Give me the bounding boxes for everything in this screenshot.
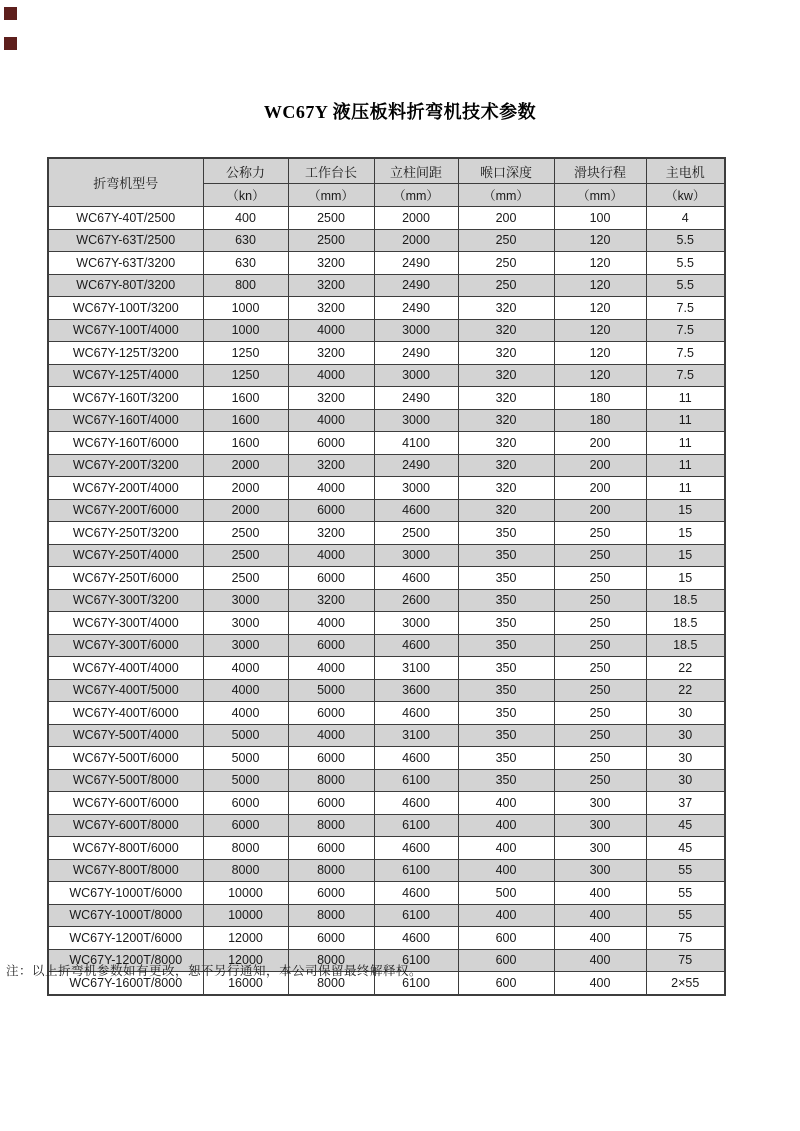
table-row: [48, 567, 725, 590]
value-cell: 6000: [288, 702, 374, 725]
value-cell: 3000: [374, 319, 458, 342]
value-cell: 120: [554, 274, 646, 297]
value-cell: 6000: [203, 792, 288, 815]
value-cell: 2600: [374, 589, 458, 612]
value-cell: 200: [554, 454, 646, 477]
value-cell: 6100: [374, 814, 458, 837]
table-row: [48, 297, 725, 320]
value-cell: 2500: [203, 544, 288, 567]
value-cell: 400: [554, 904, 646, 927]
table-row: [48, 612, 725, 635]
value-cell: 4000: [288, 544, 374, 567]
value-cell: 6000: [288, 432, 374, 455]
column-header-label: 喉口深度: [458, 158, 554, 184]
value-cell: 7.5: [646, 319, 725, 342]
model-cell: WC67Y-1200T/8000: [48, 949, 203, 972]
model-cell: WC67Y-100T/4000: [48, 319, 203, 342]
value-cell: 350: [458, 702, 554, 725]
table-row: [48, 432, 725, 455]
value-cell: 75: [646, 927, 725, 950]
value-cell: 55: [646, 904, 725, 927]
value-cell: 350: [458, 657, 554, 680]
value-cell: 350: [458, 567, 554, 590]
value-cell: 10000: [203, 882, 288, 905]
value-cell: 4000: [288, 364, 374, 387]
value-cell: 6000: [288, 837, 374, 860]
model-cell: WC67Y-160T/6000: [48, 432, 203, 455]
value-cell: 8000: [288, 859, 374, 882]
model-cell: WC67Y-400T/5000: [48, 679, 203, 702]
value-cell: 6100: [374, 769, 458, 792]
model-cell: WC67Y-800T/6000: [48, 837, 203, 860]
value-cell: 200: [458, 207, 554, 230]
value-cell: 3200: [288, 274, 374, 297]
model-cell: WC67Y-1600T/8000: [48, 972, 203, 995]
corner-mark-top: [4, 7, 17, 20]
value-cell: 4600: [374, 634, 458, 657]
value-cell: 320: [458, 297, 554, 320]
value-cell: 5.5: [646, 252, 725, 275]
value-cell: 400: [458, 837, 554, 860]
value-cell: 4000: [203, 657, 288, 680]
value-cell: 3000: [374, 544, 458, 567]
model-cell: WC67Y-400T/4000: [48, 657, 203, 680]
value-cell: 45: [646, 837, 725, 860]
value-cell: 18.5: [646, 634, 725, 657]
value-cell: 2000: [374, 229, 458, 252]
value-cell: 2500: [203, 522, 288, 545]
value-cell: 350: [458, 747, 554, 770]
model-cell: WC67Y-100T/3200: [48, 297, 203, 320]
value-cell: 3200: [288, 297, 374, 320]
value-cell: 3200: [288, 387, 374, 410]
value-cell: 1000: [203, 319, 288, 342]
value-cell: 18.5: [646, 612, 725, 635]
value-cell: 45: [646, 814, 725, 837]
table-row: [48, 589, 725, 612]
table-row: [48, 409, 725, 432]
column-header-label: 立柱间距: [374, 158, 458, 184]
value-cell: 600: [458, 949, 554, 972]
value-cell: 3600: [374, 679, 458, 702]
value-cell: 320: [458, 477, 554, 500]
value-cell: 6000: [203, 814, 288, 837]
value-cell: 1600: [203, 432, 288, 455]
value-cell: 37: [646, 792, 725, 815]
value-cell: 350: [458, 724, 554, 747]
value-cell: 5000: [288, 679, 374, 702]
model-cell: WC67Y-125T/4000: [48, 364, 203, 387]
value-cell: 250: [554, 612, 646, 635]
value-cell: 30: [646, 702, 725, 725]
value-cell: 2500: [374, 522, 458, 545]
table-row: [48, 792, 725, 815]
value-cell: 320: [458, 499, 554, 522]
value-cell: 3000: [203, 612, 288, 635]
value-cell: 200: [554, 477, 646, 500]
value-cell: 7.5: [646, 364, 725, 387]
value-cell: 2000: [203, 454, 288, 477]
value-cell: 120: [554, 319, 646, 342]
value-cell: 18.5: [646, 589, 725, 612]
value-cell: 200: [554, 499, 646, 522]
value-cell: 300: [554, 859, 646, 882]
value-cell: 250: [554, 679, 646, 702]
value-cell: 6000: [288, 882, 374, 905]
table-row: [48, 724, 725, 747]
table-row: [48, 679, 725, 702]
value-cell: 400: [458, 904, 554, 927]
value-cell: 6100: [374, 904, 458, 927]
value-cell: 55: [646, 859, 725, 882]
value-cell: 2000: [203, 499, 288, 522]
model-cell: WC67Y-600T/6000: [48, 792, 203, 815]
value-cell: 320: [458, 364, 554, 387]
value-cell: 30: [646, 724, 725, 747]
value-cell: 350: [458, 522, 554, 545]
value-cell: 2500: [288, 229, 374, 252]
table-row: [48, 544, 725, 567]
model-cell: WC67Y-250T/4000: [48, 544, 203, 567]
value-cell: 8000: [288, 949, 374, 972]
value-cell: 2490: [374, 454, 458, 477]
table-row: [48, 454, 725, 477]
value-cell: 2500: [203, 567, 288, 590]
table-row: [48, 274, 725, 297]
value-cell: 320: [458, 432, 554, 455]
value-cell: 1600: [203, 409, 288, 432]
table-row: [48, 747, 725, 770]
value-cell: 2000: [203, 477, 288, 500]
table-row: [48, 319, 725, 342]
value-cell: 250: [554, 769, 646, 792]
value-cell: 1600: [203, 387, 288, 410]
table-row: [48, 252, 725, 275]
value-cell: 6100: [374, 949, 458, 972]
model-cell: WC67Y-160T/4000: [48, 409, 203, 432]
value-cell: 11: [646, 454, 725, 477]
value-cell: 350: [458, 769, 554, 792]
value-cell: 4600: [374, 792, 458, 815]
value-cell: 75: [646, 949, 725, 972]
table-row: [48, 769, 725, 792]
model-cell: WC67Y-300T/3200: [48, 589, 203, 612]
table-body: [48, 207, 725, 995]
value-cell: 250: [458, 252, 554, 275]
model-cell: WC67Y-80T/3200: [48, 274, 203, 297]
value-cell: 500: [458, 882, 554, 905]
column-header-label: 公称力: [203, 158, 288, 184]
value-cell: 11: [646, 477, 725, 500]
value-cell: 600: [458, 927, 554, 950]
table-row: [48, 342, 725, 365]
value-cell: 3100: [374, 657, 458, 680]
value-cell: 120: [554, 342, 646, 365]
value-cell: 400: [458, 859, 554, 882]
footnote: 注：以上折弯机参数如有更改，恕不另行通知，本公司保留最终解释权。: [6, 964, 423, 978]
page-title: WC67Y 液压板料折弯机技术参数: [263, 102, 537, 122]
value-cell: 5000: [203, 769, 288, 792]
table-row: [48, 859, 725, 882]
model-cell: WC67Y-200T/3200: [48, 454, 203, 477]
value-cell: 320: [458, 319, 554, 342]
value-cell: 200: [554, 432, 646, 455]
value-cell: 8000: [288, 904, 374, 927]
table-row: [48, 229, 725, 252]
value-cell: 250: [554, 702, 646, 725]
value-cell: 6000: [288, 634, 374, 657]
model-cell: WC67Y-300T/4000: [48, 612, 203, 635]
column-header-unit: （mm）: [458, 184, 554, 207]
value-cell: 2490: [374, 252, 458, 275]
value-cell: 4600: [374, 837, 458, 860]
value-cell: 400: [554, 972, 646, 995]
value-cell: 180: [554, 409, 646, 432]
value-cell: 180: [554, 387, 646, 410]
value-cell: 4100: [374, 432, 458, 455]
value-cell: 2490: [374, 387, 458, 410]
value-cell: 320: [458, 409, 554, 432]
value-cell: 1000: [203, 297, 288, 320]
value-cell: 4600: [374, 927, 458, 950]
value-cell: 2000: [374, 207, 458, 230]
value-cell: 250: [554, 522, 646, 545]
value-cell: 300: [554, 837, 646, 860]
table-row: [48, 904, 725, 927]
value-cell: 1250: [203, 342, 288, 365]
value-cell: 120: [554, 229, 646, 252]
value-cell: 15: [646, 544, 725, 567]
column-header-label: 主电机: [646, 158, 725, 184]
model-cell: WC67Y-500T/8000: [48, 769, 203, 792]
model-cell: WC67Y-250T/3200: [48, 522, 203, 545]
value-cell: 350: [458, 612, 554, 635]
value-cell: 250: [554, 657, 646, 680]
value-cell: 630: [203, 229, 288, 252]
model-cell: WC67Y-63T/2500: [48, 229, 203, 252]
table-row: [48, 657, 725, 680]
value-cell: 350: [458, 544, 554, 567]
table-row: [48, 364, 725, 387]
table-row: [48, 634, 725, 657]
value-cell: 12000: [203, 927, 288, 950]
column-header-unit: （mm）: [374, 184, 458, 207]
value-cell: 300: [554, 814, 646, 837]
value-cell: 8000: [288, 814, 374, 837]
value-cell: 11: [646, 409, 725, 432]
value-cell: 4600: [374, 882, 458, 905]
value-cell: 120: [554, 252, 646, 275]
value-cell: 2490: [374, 274, 458, 297]
value-cell: 400: [554, 882, 646, 905]
model-cell: WC67Y-600T/8000: [48, 814, 203, 837]
value-cell: 4600: [374, 702, 458, 725]
table-row: [48, 207, 725, 230]
value-cell: 4000: [288, 409, 374, 432]
header-label-row: [48, 158, 725, 184]
value-cell: 1250: [203, 364, 288, 387]
value-cell: 800: [203, 274, 288, 297]
value-cell: 120: [554, 364, 646, 387]
value-cell: 3000: [374, 364, 458, 387]
value-cell: 15: [646, 499, 725, 522]
value-cell: 4000: [288, 612, 374, 635]
value-cell: 10000: [203, 904, 288, 927]
value-cell: 7.5: [646, 297, 725, 320]
value-cell: 100: [554, 207, 646, 230]
value-cell: 400: [458, 792, 554, 815]
value-cell: 30: [646, 747, 725, 770]
value-cell: 4600: [374, 567, 458, 590]
value-cell: 630: [203, 252, 288, 275]
column-header-unit: （kw）: [646, 184, 725, 207]
value-cell: 2×55: [646, 972, 725, 995]
value-cell: 4000: [288, 477, 374, 500]
value-cell: 5000: [203, 747, 288, 770]
value-cell: 400: [203, 207, 288, 230]
value-cell: 3000: [374, 612, 458, 635]
value-cell: 30: [646, 769, 725, 792]
value-cell: 6000: [288, 747, 374, 770]
table-row: [48, 499, 725, 522]
corner-mark-bottom: [4, 37, 17, 50]
value-cell: 6100: [374, 859, 458, 882]
table-row: [48, 814, 725, 837]
value-cell: 22: [646, 657, 725, 680]
value-cell: 350: [458, 634, 554, 657]
value-cell: 5.5: [646, 274, 725, 297]
value-cell: 250: [554, 634, 646, 657]
model-cell: WC67Y-160T/3200: [48, 387, 203, 410]
value-cell: 6000: [288, 927, 374, 950]
value-cell: 16000: [203, 972, 288, 995]
model-cell: WC67Y-400T/6000: [48, 702, 203, 725]
column-header-unit: （kn）: [203, 184, 288, 207]
value-cell: 3200: [288, 252, 374, 275]
value-cell: 3200: [288, 589, 374, 612]
table-row: [48, 387, 725, 410]
value-cell: 250: [554, 589, 646, 612]
value-cell: 8000: [288, 769, 374, 792]
value-cell: 4000: [203, 702, 288, 725]
model-cell: WC67Y-40T/2500: [48, 207, 203, 230]
column-header-unit: （mm）: [554, 184, 646, 207]
value-cell: 4000: [288, 319, 374, 342]
value-cell: 55: [646, 882, 725, 905]
value-cell: 6100: [374, 972, 458, 995]
value-cell: 400: [458, 814, 554, 837]
model-cell: WC67Y-300T/6000: [48, 634, 203, 657]
value-cell: 250: [554, 747, 646, 770]
value-cell: 6000: [288, 792, 374, 815]
model-cell: WC67Y-1000T/8000: [48, 904, 203, 927]
value-cell: 250: [554, 567, 646, 590]
column-header-unit: （mm）: [288, 184, 374, 207]
value-cell: 320: [458, 342, 554, 365]
value-cell: 120: [554, 297, 646, 320]
spec-table: [47, 157, 726, 996]
value-cell: 5000: [203, 724, 288, 747]
value-cell: 15: [646, 522, 725, 545]
value-cell: 8000: [203, 837, 288, 860]
table-row: [48, 477, 725, 500]
model-cell: WC67Y-63T/3200: [48, 252, 203, 275]
value-cell: 6000: [288, 499, 374, 522]
table-row: [48, 882, 725, 905]
table-row: [48, 927, 725, 950]
value-cell: 7.5: [646, 342, 725, 365]
value-cell: 3200: [288, 522, 374, 545]
value-cell: 3000: [203, 589, 288, 612]
value-cell: 3000: [374, 409, 458, 432]
value-cell: 600: [458, 972, 554, 995]
value-cell: 11: [646, 387, 725, 410]
value-cell: 3200: [288, 342, 374, 365]
model-cell: WC67Y-500T/6000: [48, 747, 203, 770]
value-cell: 400: [554, 949, 646, 972]
value-cell: 320: [458, 454, 554, 477]
value-cell: 2490: [374, 297, 458, 320]
value-cell: 22: [646, 679, 725, 702]
value-cell: 3000: [203, 634, 288, 657]
model-cell: WC67Y-125T/3200: [48, 342, 203, 365]
value-cell: 3200: [288, 454, 374, 477]
model-cell: WC67Y-200T/6000: [48, 499, 203, 522]
value-cell: 4000: [288, 657, 374, 680]
value-cell: 250: [554, 544, 646, 567]
table-row: [48, 522, 725, 545]
table-row: [48, 702, 725, 725]
value-cell: 8000: [288, 972, 374, 995]
model-cell: WC67Y-1200T/6000: [48, 927, 203, 950]
value-cell: 2500: [288, 207, 374, 230]
value-cell: 250: [554, 724, 646, 747]
value-cell: 4: [646, 207, 725, 230]
value-cell: 11: [646, 432, 725, 455]
model-cell: WC67Y-800T/8000: [48, 859, 203, 882]
value-cell: 350: [458, 679, 554, 702]
table-row: [48, 837, 725, 860]
value-cell: 4600: [374, 499, 458, 522]
model-cell: WC67Y-500T/4000: [48, 724, 203, 747]
table-header: [48, 158, 725, 207]
value-cell: 4600: [374, 747, 458, 770]
model-cell: WC67Y-1000T/6000: [48, 882, 203, 905]
column-header-label: 工作台长: [288, 158, 374, 184]
value-cell: 250: [458, 274, 554, 297]
value-cell: 320: [458, 387, 554, 410]
model-cell: WC67Y-200T/4000: [48, 477, 203, 500]
value-cell: 12000: [203, 949, 288, 972]
model-cell: WC67Y-250T/6000: [48, 567, 203, 590]
value-cell: 300: [554, 792, 646, 815]
value-cell: 3100: [374, 724, 458, 747]
value-cell: 250: [458, 229, 554, 252]
value-cell: 3000: [374, 477, 458, 500]
value-cell: 8000: [203, 859, 288, 882]
value-cell: 400: [554, 927, 646, 950]
value-cell: 6000: [288, 567, 374, 590]
value-cell: 15: [646, 567, 725, 590]
model-column-header: 折弯机型号: [48, 158, 203, 207]
column-header-label: 滑块行程: [554, 158, 646, 184]
value-cell: 350: [458, 589, 554, 612]
value-cell: 4000: [288, 724, 374, 747]
value-cell: 4000: [203, 679, 288, 702]
value-cell: 2490: [374, 342, 458, 365]
value-cell: 5.5: [646, 229, 725, 252]
